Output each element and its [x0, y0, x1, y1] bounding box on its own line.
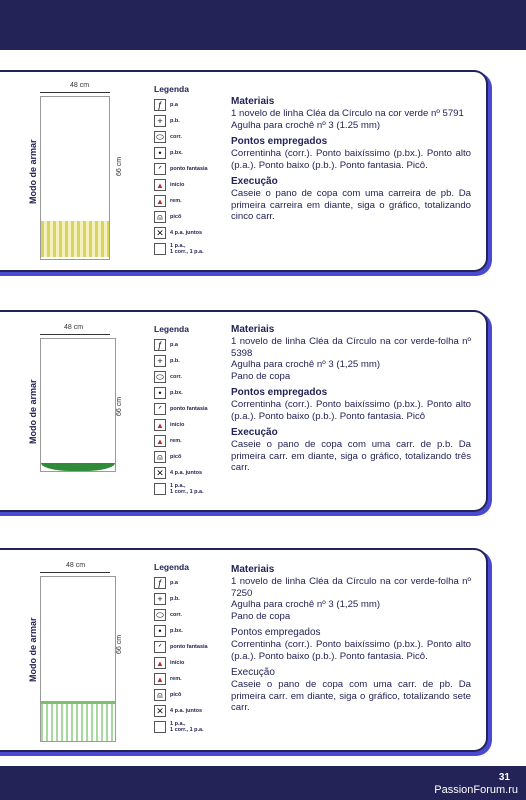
legend-title: Legenda [154, 324, 189, 334]
legend-label: 1 p.a., 1 corr., 1 p.a. [170, 721, 204, 733]
legend-label: picô [170, 692, 182, 698]
treble-stitch-icon: ƒ [154, 577, 166, 589]
materials-text: 1 novelo de linha Cléa da Círculo na cor verde-folha nº 5398 Agulha para crochê nº 3 (1,25 mm) Pano de copa [231, 336, 471, 382]
legend-item [154, 130, 234, 144]
slip-stitch-icon: • [154, 387, 166, 399]
execution-title: Execução [231, 176, 278, 187]
picot-icon: ⍝ [154, 211, 166, 223]
crochet-border [41, 463, 115, 471]
cluster-stitch-icon: ✕ [154, 705, 166, 717]
stitches-text: Correntinha (corr.). Ponto baixíssimo (p.bx.). Ponto alto (p.a.). Ponto baixo (p.b.). Ponto fantasia. Picô [231, 399, 471, 422]
legend-item [154, 226, 234, 240]
legend-label: início [170, 182, 185, 188]
towel-diagram [40, 576, 116, 742]
legend-label: 4 p.a. juntos [170, 470, 203, 476]
side-label: Modo de armar [28, 379, 38, 444]
legend-item [154, 466, 234, 480]
crochet-border [41, 701, 115, 741]
legend-label: p.bx. [170, 150, 183, 156]
legend-label: picô [170, 214, 182, 220]
instructions [231, 96, 471, 228]
legend-label: ponto fantasia [170, 166, 208, 172]
chain-stitch-icon: ⬭ [154, 371, 166, 383]
treble-stitch-icon: ƒ [154, 99, 166, 111]
execution-text: Caseie o pano de copa com uma carr. de p.b. Da primeira carr. em diante, siga o gráfico, totalizando três carr. [231, 439, 471, 473]
legend-label: p.a [170, 102, 178, 108]
watermark: PassionForum.ru [434, 784, 518, 796]
legend-label: início [170, 422, 185, 428]
slip-stitch-icon: • [154, 147, 166, 159]
legend-label: 1 p.a., 1 corr., 1 p.a. [170, 243, 204, 255]
stitches-title: Pontos empregados [231, 387, 328, 398]
stitches-title: Pontos empregados [231, 627, 321, 638]
cluster-stitch-icon: ✕ [154, 227, 166, 239]
crochet-border [41, 221, 109, 257]
execution-title: Execução [231, 667, 275, 678]
legend-label: rem. [170, 438, 182, 444]
fancy-stitch-icon: ᐟ [154, 403, 166, 415]
treble-stitch-icon: ƒ [154, 339, 166, 351]
legend-item [154, 640, 234, 654]
materials-text: 1 novelo de linha Cléa da Círculo na cor verde nº 5791 Agulha para crochê nº 3 (1.25 mm) [231, 108, 464, 131]
instructions [231, 324, 471, 479]
legend [154, 576, 234, 736]
legend-item [154, 162, 234, 176]
width-tick [40, 92, 110, 93]
double-stitch-icon: + [154, 355, 166, 367]
legend-label: p.bx. [170, 390, 183, 396]
legend-label: início [170, 660, 185, 666]
materials-title: Materiais [231, 324, 275, 335]
mesh-icon [154, 721, 166, 733]
page-number: 31 [498, 772, 510, 783]
width-tick [40, 572, 110, 573]
fancy-stitch-icon: ᐟ [154, 641, 166, 653]
width-tick [40, 334, 110, 335]
legend-item [154, 418, 234, 432]
legend-label: p.bx. [170, 628, 183, 634]
legend-item [154, 178, 234, 192]
legend-item [154, 386, 234, 400]
legend-label: rem. [170, 676, 182, 682]
width-label: 48 cm [66, 562, 86, 569]
legend-item [154, 672, 234, 686]
materials-title: Materiais [231, 96, 275, 107]
chain-stitch-icon: ⬭ [154, 131, 166, 143]
legend-item [154, 338, 234, 352]
legend-label: p.b. [170, 118, 180, 124]
legend-item [154, 210, 234, 224]
cluster-stitch-icon: ✕ [154, 467, 166, 479]
legend-label: ponto fantasia [170, 644, 208, 650]
stitches-text: Correntinha (corr.). Ponto baixíssimo (p.bx.). Ponto alto (p.a.). Ponto baixo (p.b.). Ponto fantasia. Picô. [231, 639, 471, 662]
legend-item [154, 482, 234, 496]
legend-title: Legenda [154, 84, 189, 94]
execution-text: Caseie o pano de copa com uma carreira de pb. Da primeira carreira em diante, siga o gráfico, totalizando cinco carr. [231, 188, 471, 222]
legend-item [154, 704, 234, 718]
legend-item [154, 146, 234, 160]
legend-label: 4 p.a. juntos [170, 230, 203, 236]
legend-item [154, 592, 234, 606]
width-label: 48 cm [64, 324, 84, 331]
height-label: 66 cm [116, 634, 123, 654]
legend [154, 338, 234, 498]
legend-label: p.b. [170, 596, 180, 602]
legend-item [154, 720, 234, 734]
picot-icon: ⍝ [154, 689, 166, 701]
legend-label: p.a [170, 342, 178, 348]
legend-item [154, 242, 234, 256]
mesh-icon [154, 243, 166, 255]
legend-item [154, 98, 234, 112]
pattern-panel-3 [0, 548, 488, 752]
legend-item [154, 576, 234, 590]
chain-stitch-icon: ⬭ [154, 609, 166, 621]
legend-label: 4 p.a. juntos [170, 708, 203, 714]
fancy-stitch-icon: ᐟ [154, 163, 166, 175]
height-label: 66 cm [116, 156, 123, 176]
footer-band [0, 766, 526, 800]
legend-item [154, 656, 234, 670]
legend-label: corr. [170, 612, 182, 618]
legend-label: picô [170, 454, 182, 460]
start-marker-icon: ▲ [154, 419, 166, 431]
towel-diagram [40, 338, 116, 472]
legend-item [154, 608, 234, 622]
pattern-panel-1 [0, 70, 488, 272]
stitches-text: Correntinha (corr.). Ponto baixíssimo (p.bx.). Ponto alto (p.a.). Ponto baixo (p.b.). Ponto fantasia. Picô. [231, 148, 471, 171]
start-marker-icon: ▲ [154, 179, 166, 191]
side-label: Modo de armar [28, 139, 38, 204]
legend-label: ponto fantasia [170, 406, 208, 412]
execution-title: Execução [231, 427, 278, 438]
stitches-title: Pontos empregados [231, 136, 328, 147]
double-stitch-icon: + [154, 115, 166, 127]
legend-item [154, 450, 234, 464]
slip-stitch-icon: • [154, 625, 166, 637]
join-marker-icon: ▲ [154, 435, 166, 447]
height-label: 66 cm [116, 396, 123, 416]
double-stitch-icon: + [154, 593, 166, 605]
legend-item [154, 114, 234, 128]
side-label: Modo de armar [28, 617, 38, 682]
legend-label: corr. [170, 134, 182, 140]
picot-icon: ⍝ [154, 451, 166, 463]
width-label: 48 cm [70, 82, 90, 89]
join-marker-icon: ▲ [154, 195, 166, 207]
legend-label: p.b. [170, 358, 180, 364]
legend-label: rem. [170, 198, 182, 204]
legend-label: p.a [170, 580, 178, 586]
legend-label: 1 p.a., 1 corr., 1 p.a. [170, 483, 204, 495]
pattern-panel-2 [0, 310, 488, 512]
legend-item [154, 688, 234, 702]
materials-title: Materiais [231, 564, 275, 575]
mesh-icon [154, 483, 166, 495]
legend-item [154, 624, 234, 638]
instructions [231, 564, 471, 719]
legend-item [154, 354, 234, 368]
legend-item [154, 434, 234, 448]
top-band [0, 0, 526, 50]
execution-text: Caseie o pano de copa com uma carr. de pb. Da primeira carr. em diante, siga o gráfico, totalizando sete carr. [231, 679, 471, 713]
legend-title: Legenda [154, 562, 189, 572]
join-marker-icon: ▲ [154, 673, 166, 685]
legend-item [154, 370, 234, 384]
towel-diagram [40, 96, 110, 260]
legend-item [154, 402, 234, 416]
materials-text: 1 novelo de linha Cléa da Círculo na cor verde-folha nº 7250 Agulha para crochê nº 3 (1,25 mm) Pano de copa [231, 576, 471, 622]
start-marker-icon: ▲ [154, 657, 166, 669]
legend-item [154, 194, 234, 208]
legend [154, 98, 234, 258]
legend-label: corr. [170, 374, 182, 380]
